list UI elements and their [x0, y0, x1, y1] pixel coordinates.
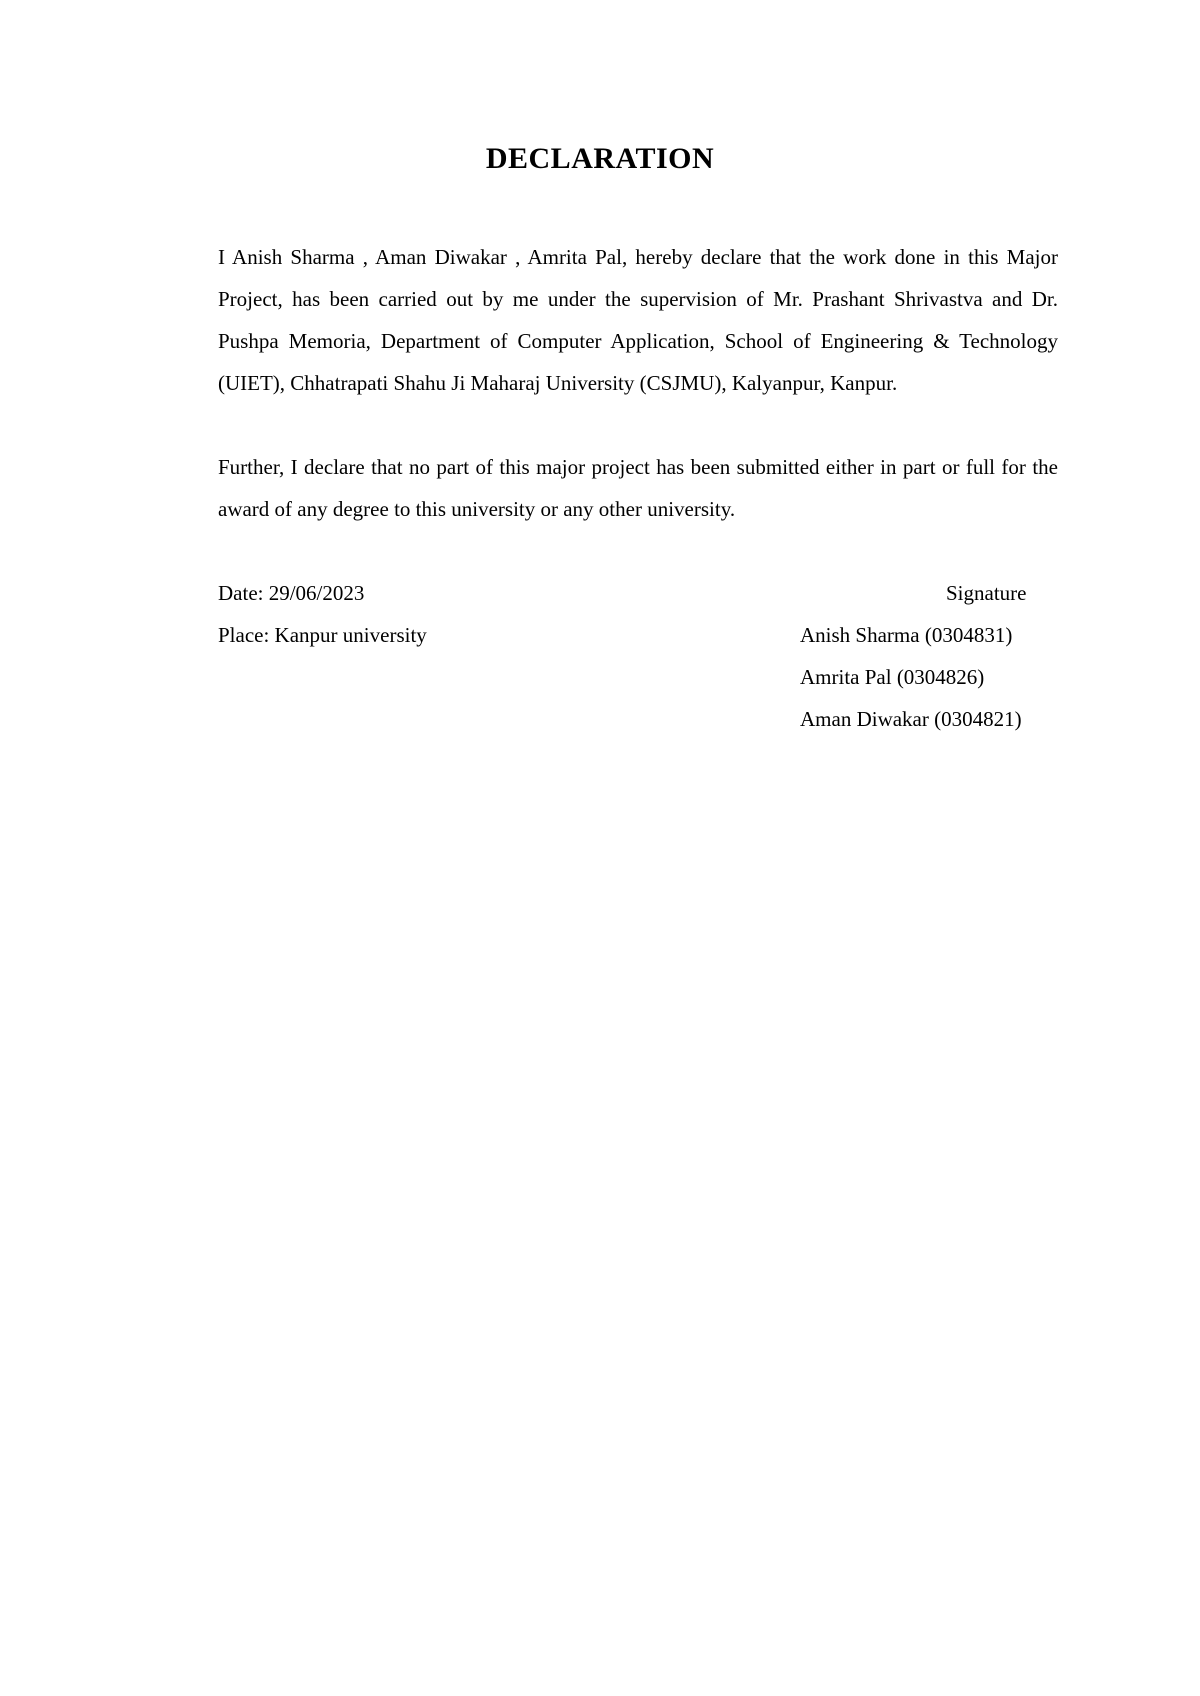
signer-name: Aman Diwakar (0304821) [800, 707, 1022, 731]
signature-label: Signature [946, 581, 1027, 605]
further-declaration-paragraph: Further, I declare that no part of this major project has been submitted either in part or full for the award of any degree to this university or any other university. [218, 455, 1058, 521]
page-title: DECLARATION [485, 142, 715, 175]
signature-block [800, 572, 1060, 740]
place-line: Place: Kanpur university [218, 623, 427, 647]
signer-name: Anish Sharma (0304831) [800, 623, 1013, 647]
date-place-block [218, 572, 427, 656]
declaration-paragraph: I Anish Sharma , Aman Diwakar , Amrita Pal, hereby declare that the work done in this Major Project, has been carried out by me under the supervision of Mr. Prashant Shrivastva and Dr. Pushpa Memoria, Department of Computer Application, School of Engineering & Technology (UIET), Chhatrapati Shahu Ji Maharaj University (CSJMU), Kalyanpur, Kanpur. [218, 245, 1058, 395]
date-line: Date: 29/06/2023 [218, 581, 365, 605]
signer-name: Amrita Pal (0304826) [800, 665, 985, 689]
